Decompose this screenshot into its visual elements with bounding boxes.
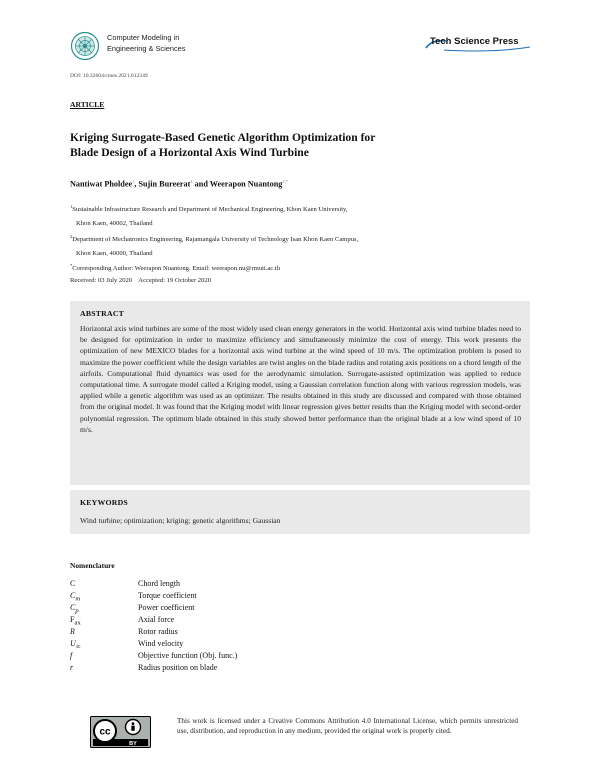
symbol-subscript: ax bbox=[74, 619, 81, 627]
license-text: This work is licensed under a Creative Commons Attribution 4.0 International License, which permits unrestricted use, distribution, and reproduction in any medium, provided the original work is properly cited. bbox=[177, 717, 518, 736]
author-list bbox=[70, 179, 288, 189]
affiliation-2-line2: Khon Kaen, 40000, Thailand bbox=[76, 250, 153, 257]
cc-by-license-badge[interactable] bbox=[90, 716, 151, 748]
nomenclature-description: Wind velocity bbox=[138, 639, 184, 648]
author-and: and bbox=[192, 179, 210, 189]
nomenclature-symbol bbox=[70, 615, 81, 627]
nomenclature-description: Torque coefficient bbox=[138, 591, 197, 600]
symbol-base: C bbox=[70, 591, 76, 600]
keywords-box bbox=[70, 490, 530, 534]
journal-name bbox=[107, 32, 185, 54]
article-title bbox=[70, 130, 530, 160]
symbol-subscript: ∞ bbox=[75, 643, 81, 651]
nomenclature-description: Power coefficient bbox=[138, 603, 195, 612]
nomenclature-description: Objective function (Obj. func.) bbox=[138, 651, 238, 660]
symbol-base: R bbox=[70, 627, 75, 636]
symbol-subscript: p bbox=[75, 607, 79, 615]
affiliation-marker: 2 bbox=[70, 234, 73, 239]
article-title-line2: Blade Design of a Horizontal Axis Wind Turbine bbox=[70, 146, 309, 159]
journal-name-line2: Engineering & Sciences bbox=[107, 44, 186, 53]
author-name: Sujin Bureerat bbox=[138, 179, 191, 189]
affiliation-1-line2: Khon Kaen, 40002, Thailand bbox=[76, 220, 153, 227]
nomenclature-symbol bbox=[70, 639, 81, 651]
corresponding-marker: * bbox=[70, 263, 73, 268]
affiliation-2 bbox=[70, 234, 540, 243]
author-affiliation-marker: 2,* bbox=[282, 179, 288, 184]
doi[interactable]: DOI: 10.32604/cmes.2021.012349 bbox=[70, 73, 148, 79]
author-name: Nantiwat Pholdee bbox=[70, 179, 133, 189]
symbol-base: f bbox=[70, 651, 73, 660]
person-icon bbox=[132, 722, 135, 725]
author-affiliation-marker: 1 bbox=[132, 179, 135, 184]
cc-label: cc bbox=[99, 726, 111, 738]
by-label: BY bbox=[129, 741, 137, 747]
affiliation-1-line1: Sustainable Infrastructure Research and Department of Mechanical Engineering, Khon Kaen University, bbox=[72, 206, 348, 214]
keywords-heading: KEYWORDS bbox=[80, 498, 128, 507]
nomenclature-symbol bbox=[70, 603, 79, 615]
nomenclature-description: Axial force bbox=[138, 615, 175, 624]
author-affiliation-marker: 1 bbox=[190, 179, 193, 184]
abstract-text: Horizontal axis wind turbines are some of the most widely used clean energy generators in the world. Horizontal axis wind turbine blades need to be designed for optimization in order to maximize efficiency and simultaneously minimize the cost of energy. This work presents the optimization of new MEXICO blades for a horizontal axis wind turbine at the wind speed of 10 m/s. The optimization problem is posed to maximize the power coefficient while the design variables are twist angles on the blade radius and rotating axis positions on a chord length of the airfoils. Computational fluid dynamics was used for the aerodynamic simulation. Surrogate-assisted optimization was applied to reduce computational time. A surrogate model called a Kriging model, using a Gaussian correlation function along with various regression models, was applied while a genetic algorithm was used as an optimizer. The results obtained in this study are discussed and compared with those obtained from the original model. It was found that the Kriging model with linear regression gives better results than the Kriging model with second-order polynomial regression. The optimum blade obtained in this study showed better performance than the original blade at a low wind speed of 10 m/s. bbox=[80, 324, 521, 434]
nomenclature-symbol bbox=[70, 627, 75, 639]
journal-logo-icon bbox=[70, 31, 100, 61]
symbol-subscript: m bbox=[75, 595, 81, 603]
keywords-text: Wind turbine; optimization; kriging; genetic algorithms; Gaussian bbox=[80, 516, 281, 525]
author-separator: , bbox=[134, 179, 139, 189]
journal-name-line1: Computer Modeling in bbox=[107, 33, 180, 42]
symbol-base: U bbox=[70, 639, 76, 648]
nomenclature-heading: Nomenclature bbox=[70, 561, 115, 570]
abstract-heading: ABSTRACT bbox=[80, 309, 125, 318]
article-type: ARTICLE bbox=[70, 100, 105, 109]
nomenclature-description: Rotor radius bbox=[138, 627, 178, 636]
corresponding-author bbox=[70, 263, 540, 272]
symbol-base: F bbox=[70, 615, 75, 624]
affiliation-2-line1: Department of Mechatronics Engineering, Rajamangala University of Technology Isan Khon Kaen Campus, bbox=[72, 236, 359, 244]
received-accepted-dates: Received: 03 July 2020 Accepted: 19 October 2020 bbox=[70, 277, 211, 284]
abstract-box bbox=[70, 301, 530, 485]
publisher-name: Tech Science Press bbox=[430, 36, 519, 47]
affiliation-marker: 1 bbox=[70, 204, 73, 209]
nomenclature-symbol bbox=[70, 579, 75, 591]
nomenclature-symbol bbox=[70, 663, 73, 675]
nomenclature-symbol bbox=[70, 651, 72, 663]
author-name: Weerapon Nuantong bbox=[209, 179, 283, 189]
symbol-base: C bbox=[70, 579, 76, 588]
nomenclature-symbol bbox=[70, 591, 80, 603]
affiliation-1 bbox=[70, 204, 540, 213]
symbol-base: r bbox=[70, 663, 74, 672]
corresponding-author-text: Corresponding Author: Weerapon Nuantong. Email: weerapon.nu@rmuti.ac.th bbox=[72, 265, 281, 273]
article-title-line1: Kriging Surrogate-Based Genetic Algorithm Optimization for bbox=[70, 131, 376, 144]
nomenclature-description: Radius position on blade bbox=[138, 663, 218, 672]
nomenclature-description: Chord length bbox=[138, 579, 180, 588]
symbol-base: C bbox=[70, 603, 76, 612]
